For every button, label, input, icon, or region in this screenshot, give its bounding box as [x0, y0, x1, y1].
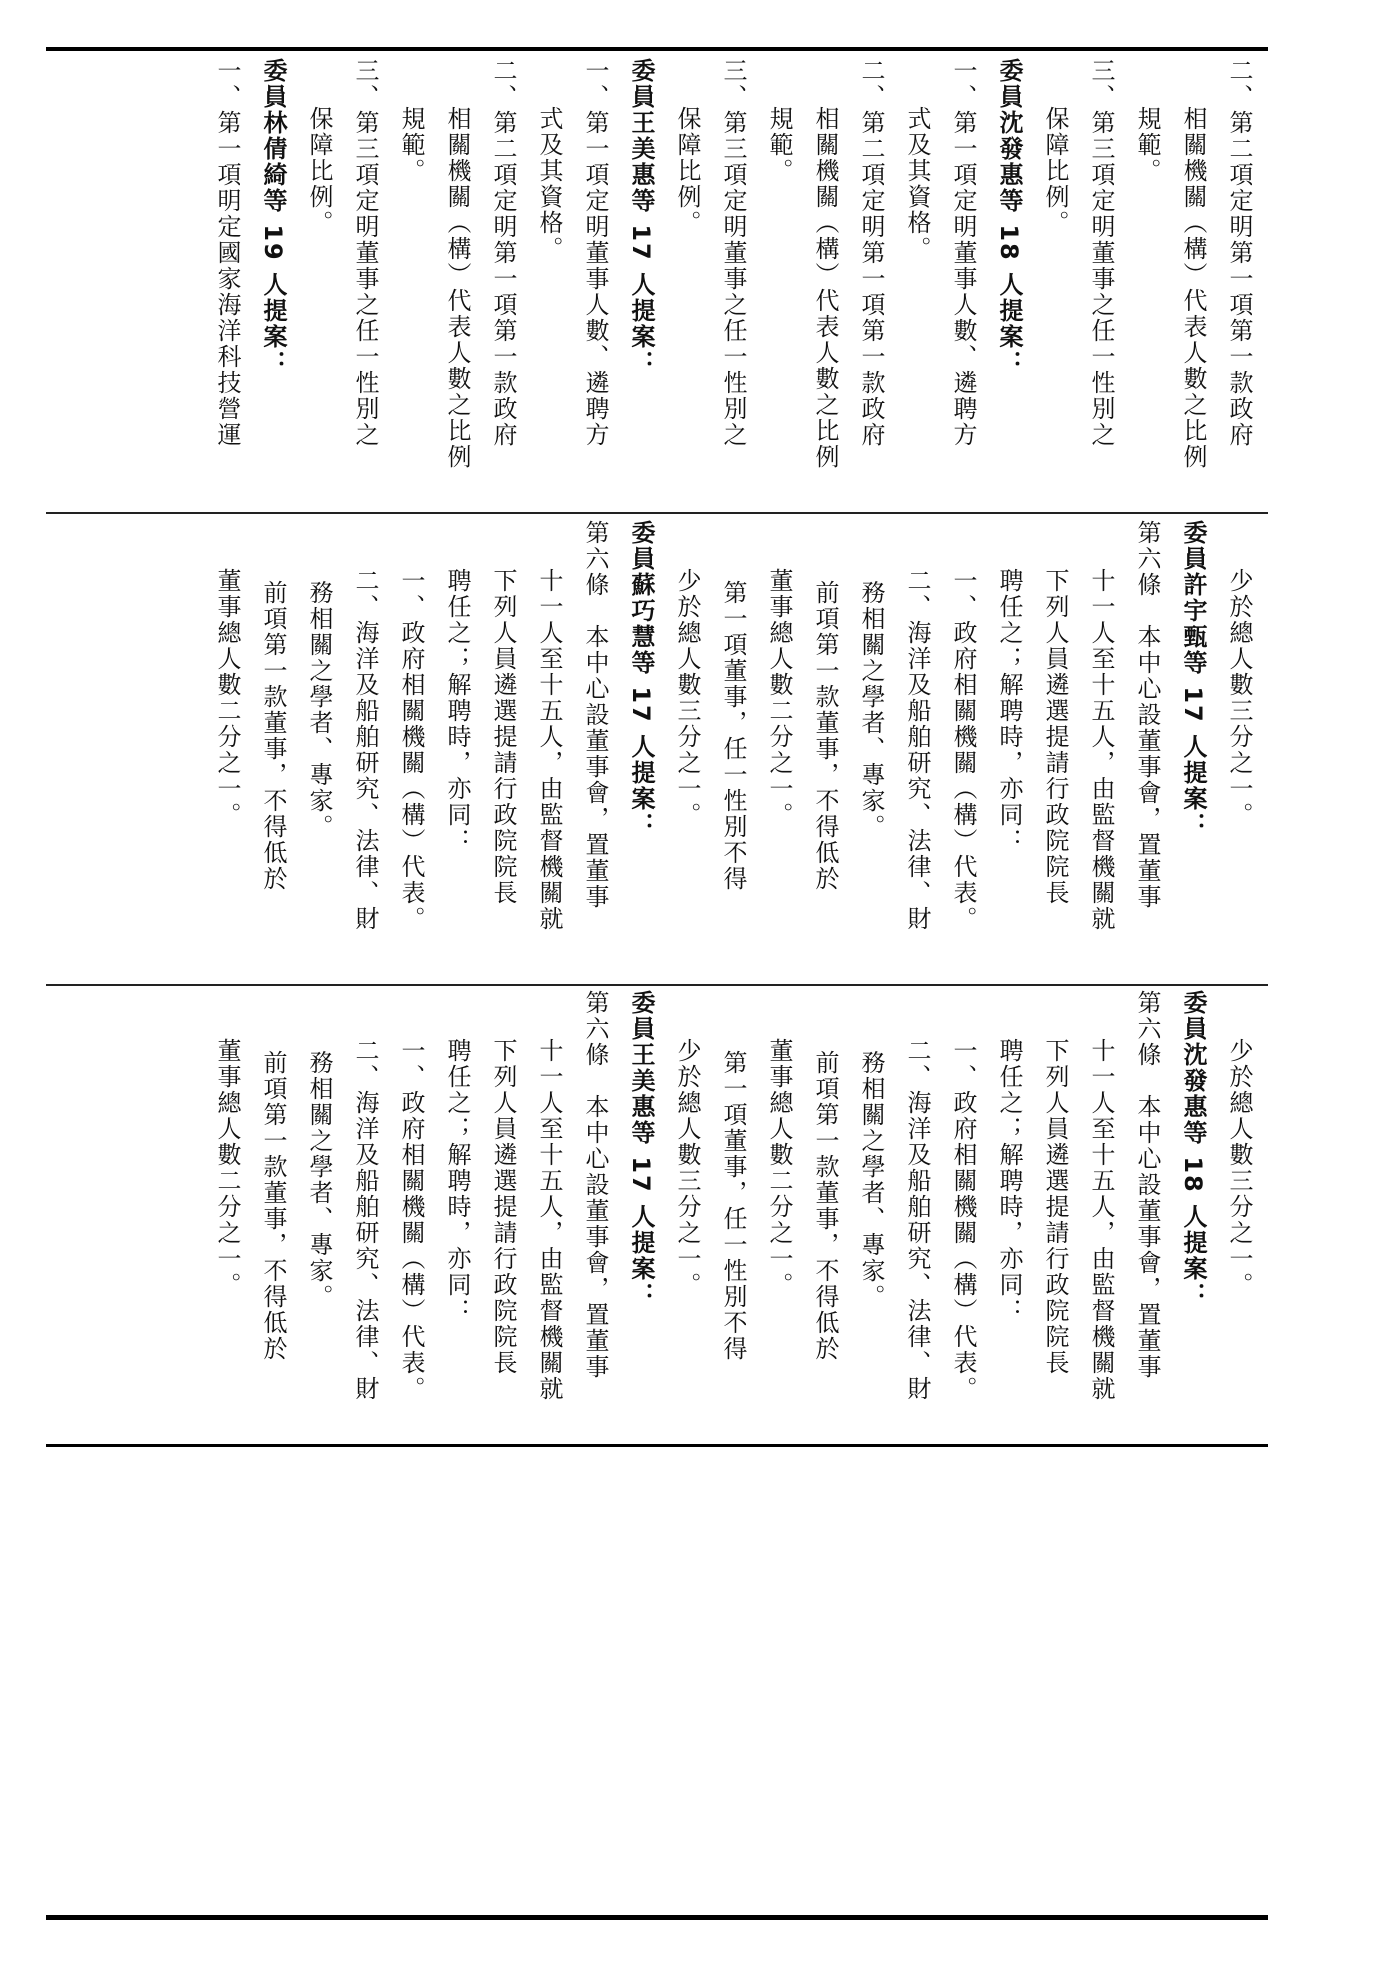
- text-line: 前項第一款董事，不得低於: [259, 580, 287, 892]
- text-line: 相關機關（構）代表人數之比例: [811, 106, 839, 470]
- text-line: 二、海洋及船舶研究、法律、財: [351, 568, 379, 932]
- text-line: 聘任之；解聘時，亦同：: [443, 568, 471, 854]
- text-line: 少於總人數三分之一。: [1225, 568, 1253, 828]
- text-line: 一、政府相關機關（構）代表。: [949, 568, 977, 932]
- text-line: 相關機關（構）代表人數之比例: [443, 106, 471, 470]
- text-line: 式及其資格。: [903, 106, 931, 262]
- text-line: 委員蘇巧慧等 17 人提案：: [627, 520, 655, 839]
- bottom-rule: [46, 1915, 1268, 1920]
- text-line: 少於總人數三分之一。: [673, 1038, 701, 1298]
- column-separator-2: [46, 984, 1268, 986]
- text-line: 第六條 本中心設董事會，置董事: [581, 520, 609, 910]
- text-line: 一、第一項定明董事人數、遴聘方: [949, 58, 977, 448]
- text-line: 保障比例。: [673, 106, 701, 236]
- text-line: 委員沈發惠等 18 人提案：: [995, 58, 1023, 377]
- text-line: 二、海洋及船舶研究、法律、財: [903, 568, 931, 932]
- text-line: 務相關之學者、專家。: [857, 580, 885, 840]
- text-column-2: [52, 520, 1262, 980]
- text-line: 十一人至十五人，由監督機關就: [1087, 568, 1115, 932]
- text-line: 下列人員遴選提請行政院院長: [489, 568, 517, 906]
- text-line: 一、政府相關機關（構）代表。: [397, 568, 425, 932]
- text-line: 務相關之學者、專家。: [857, 1050, 885, 1310]
- text-line: 董事總人數二分之一。: [765, 568, 793, 828]
- text-line: 少於總人數三分之一。: [1225, 1038, 1253, 1298]
- text-line: 下列人員遴選提請行政院院長: [489, 1038, 517, 1376]
- text-line: 十一人至十五人，由監督機關就: [1087, 1038, 1115, 1402]
- text-line: 下列人員遴選提請行政院院長: [1041, 568, 1069, 906]
- text-line: 一、第一項明定國家海洋科技營運: [213, 58, 241, 448]
- text-line: 一、政府相關機關（構）代表。: [949, 1038, 977, 1402]
- text-line: 第一項董事，任一性別不得: [719, 1050, 747, 1362]
- text-line: 式及其資格。: [535, 106, 563, 262]
- text-line: 二、海洋及船舶研究、法律、財: [903, 1038, 931, 1402]
- text-line: 前項第一款董事，不得低於: [259, 1050, 287, 1362]
- text-line: 二、第二項定明第一項第一款政府: [1225, 58, 1253, 448]
- text-line: 二、海洋及船舶研究、法律、財: [351, 1038, 379, 1402]
- text-line: 第一項董事，任一性別不得: [719, 580, 747, 892]
- text-column-1: [52, 58, 1262, 508]
- column-separator-1: [46, 512, 1268, 514]
- text-line: 二、第二項定明第一項第一款政府: [857, 58, 885, 448]
- text-line: 第六條 本中心設董事會，置董事: [1133, 990, 1161, 1380]
- text-line: 委員林倩綺等 19 人提案：: [259, 58, 287, 377]
- text-line: 聘任之；解聘時，亦同：: [995, 1038, 1023, 1324]
- text-line: 三、第三項定明董事之任一性別之: [1087, 58, 1115, 448]
- text-line: 保障比例。: [305, 106, 333, 236]
- text-line: 三、第三項定明董事之任一性別之: [719, 58, 747, 448]
- text-line: 委員許宇甄等 17 人提案：: [1179, 520, 1207, 839]
- text-line: 下列人員遴選提請行政院院長: [1041, 1038, 1069, 1376]
- text-line: 委員王美惠等 17 人提案：: [627, 58, 655, 377]
- text-line: 一、第一項定明董事人數、遴聘方: [581, 58, 609, 448]
- text-line: 第六條 本中心設董事會，置董事: [581, 990, 609, 1380]
- text-line: 務相關之學者、專家。: [305, 580, 333, 840]
- text-line: 十一人至十五人，由監督機關就: [535, 568, 563, 932]
- text-line: 董事總人數二分之一。: [213, 1038, 241, 1298]
- text-line: 前項第一款董事，不得低於: [811, 1050, 839, 1362]
- text-line: 相關機關（構）代表人數之比例: [1179, 106, 1207, 470]
- text-line: 聘任之；解聘時，亦同：: [995, 568, 1023, 854]
- text-line: 一、政府相關機關（構）代表。: [397, 1038, 425, 1402]
- text-line: 規範。: [1133, 106, 1161, 184]
- text-line: 前項第一款董事，不得低於: [811, 580, 839, 892]
- text-line: 委員沈發惠等 18 人提案：: [1179, 990, 1207, 1309]
- text-line: 第六條 本中心設董事會，置董事: [1133, 520, 1161, 910]
- text-line: 三、第三項定明董事之任一性別之: [351, 58, 379, 448]
- middle-rule: [46, 1444, 1268, 1447]
- text-line: 規範。: [397, 106, 425, 184]
- text-line: 委員王美惠等 17 人提案：: [627, 990, 655, 1309]
- text-line: 十一人至十五人，由監督機關就: [535, 1038, 563, 1402]
- text-line: 聘任之；解聘時，亦同：: [443, 1038, 471, 1324]
- text-line: 規範。: [765, 106, 793, 184]
- text-column-3: [52, 990, 1262, 1440]
- top-rule: [46, 47, 1268, 51]
- text-line: 務相關之學者、專家。: [305, 1050, 333, 1310]
- text-line: 保障比例。: [1041, 106, 1069, 236]
- text-line: 董事總人數二分之一。: [213, 568, 241, 828]
- text-line: 董事總人數二分之一。: [765, 1038, 793, 1298]
- text-line: 二、第二項定明第一項第一款政府: [489, 58, 517, 448]
- text-line: 少於總人數三分之一。: [673, 568, 701, 828]
